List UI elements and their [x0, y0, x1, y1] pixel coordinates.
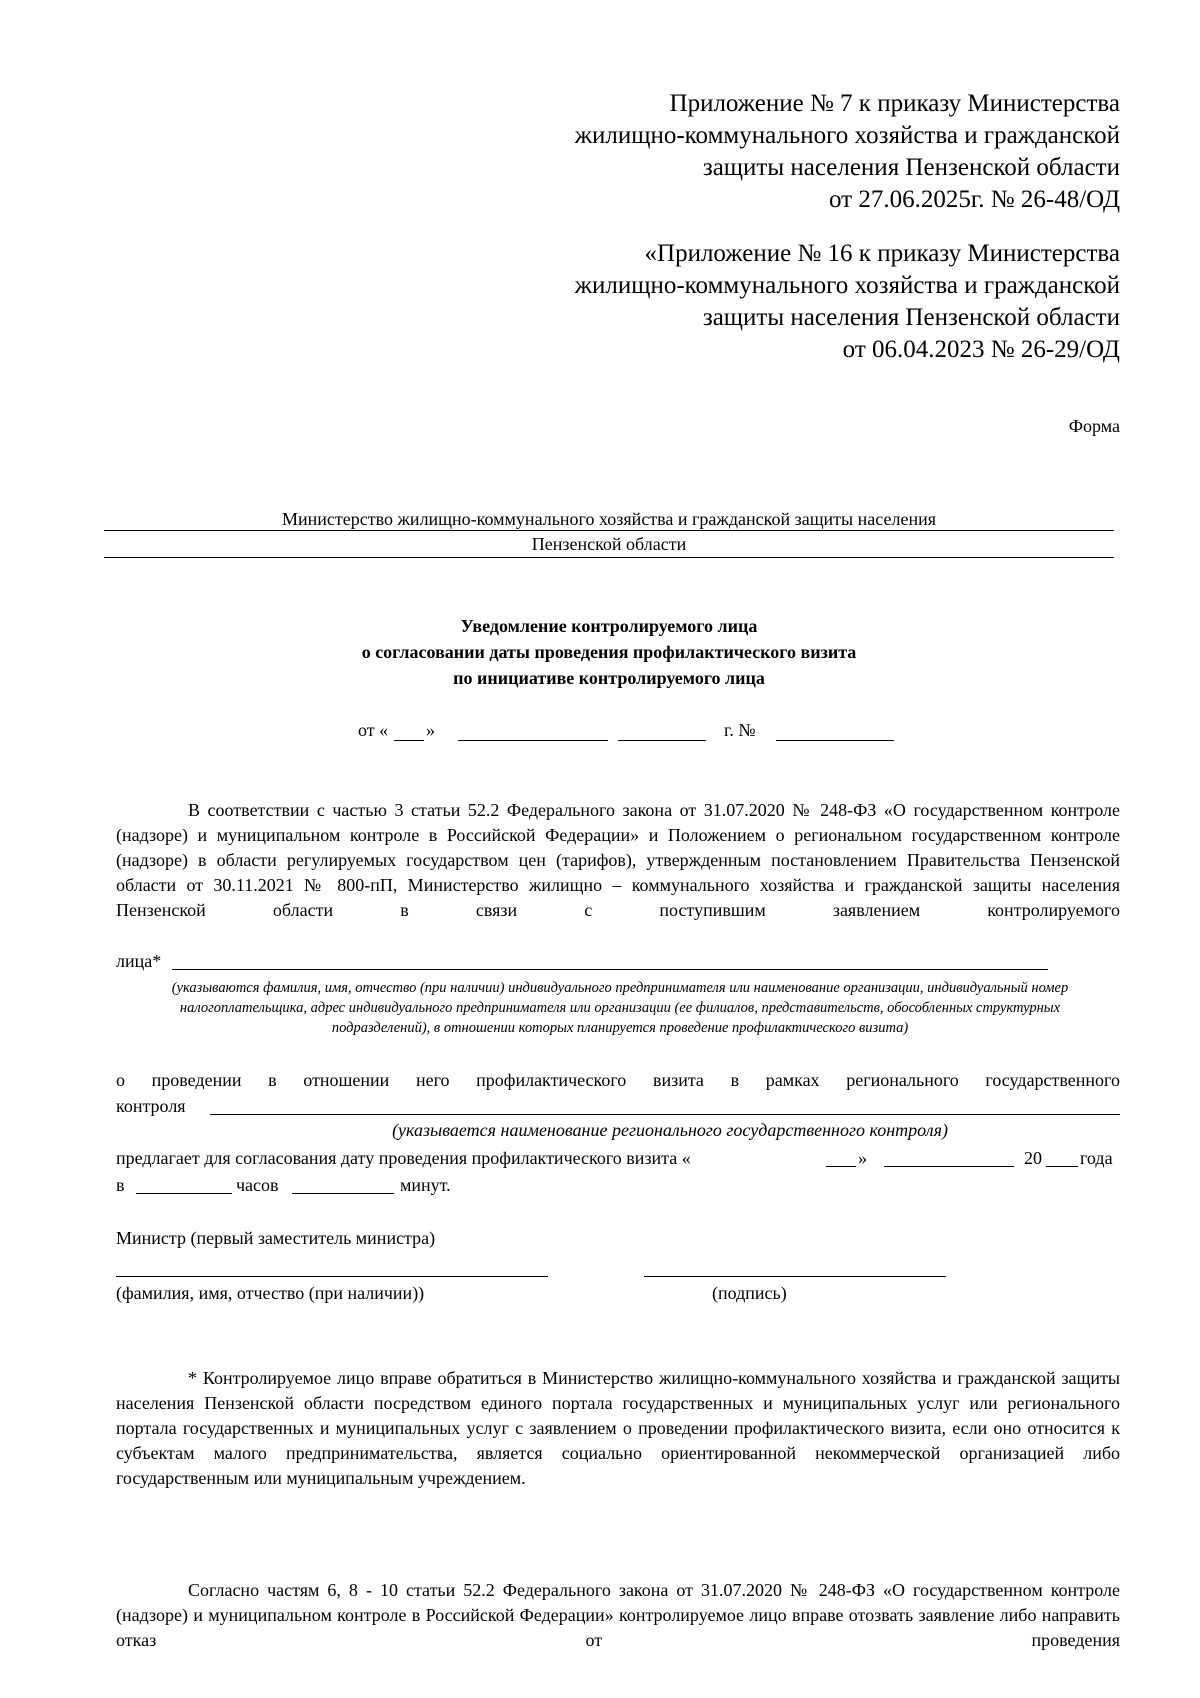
- document-title: [104, 613, 1114, 691]
- title-line-2: о согласовании даты проведения профилактического визита: [361, 642, 857, 662]
- organization-line-1: Министерство жилищно-коммунального хозяйства и гражданской защиты населения: [104, 508, 1114, 531]
- appendix-1-line-4: от 27.06.2025г. № 26-48/ОД: [828, 186, 1120, 213]
- control-note: (указывается наименование регионального государственного контроля): [392, 1120, 948, 1140]
- applicant-field[interactable]: [172, 969, 1048, 970]
- date-close-quote: »: [426, 720, 435, 740]
- organization-underline: [104, 557, 1114, 558]
- signature-caption: (подпись): [712, 1283, 787, 1303]
- at-label: в: [116, 1175, 125, 1195]
- number-label: г. №: [724, 720, 756, 740]
- month-field[interactable]: [458, 740, 608, 741]
- hours-label: часов: [236, 1175, 279, 1195]
- minutes-field[interactable]: [292, 1193, 394, 1194]
- paragraph-withdrawal: Согласно частям 6, 8 - 10 статьи 52.2 Федерального закона от 31.07.2020 № 248-ФЗ «О государственном контроле (надзоре) и муниципальном контроле в Российской Федерации» контролируемое лицо вправе отозвать заявление либо направить отказ от проведения: [116, 1580, 1120, 1650]
- appendix-2-line-1: «Приложение № 16 к приказу Министерства: [644, 240, 1120, 267]
- name-caption: (фамилия, имя, отчество (при наличии)): [116, 1283, 425, 1303]
- appendix-2-line-4: от 06.04.2023 № 26-29/ОД: [842, 336, 1120, 363]
- propose-text: предлагает для согласования дату проведения профилактического визита «: [116, 1148, 691, 1168]
- applicant-label: лица*: [116, 951, 162, 971]
- applicant-note: (указываются фамилия, имя, отчество (при наличии) индивидуального предпринимателя или наименование организации, индивидуальный номер налогоплательщика, адрес индивидуального предпринимателя или организации (ее филиалов, представительств, обособленных структурных подразделений), в отношении которых планируется проведение профилактического визита): [171, 980, 1069, 1036]
- date-number-row: [104, 715, 1114, 745]
- footnote: * Контролируемое лицо вправе обратиться в Министерство жилищно-коммунального хозяйства и гражданской защиты населения Пензенской области посредством единого портала государственных и муниципальных услуг или регионального портала государственных и муниципальных услуг с заявлением о проведении профилактического визита, если оно относится к субъектам малого предпринимательства, является социально ориентированной некоммерческой организацией либо государственным или муниципальным учреждением.: [116, 1368, 1120, 1488]
- control-field[interactable]: [210, 1114, 1120, 1115]
- date-from-label: от «: [358, 720, 389, 740]
- title-line-3: по инициативе контролируемого лица: [453, 668, 765, 688]
- hours-field[interactable]: [136, 1193, 232, 1194]
- paragraph-legal-basis: В соответствии с частью 3 статьи 52.2 Федерального закона от 31.07.2020 № 248-ФЗ «О государственном контроле (надзоре) и муниципальном контроле в Российской Федерации» и Положением о региональном государственном контроле (надзоре) в области регулируемых государством цен (тарифов), утвержденным постановлением Правительства Пензенской области от 30.11.2021 № 800-пП, Министерство жилищно – коммунального хозяйства и гражданской защиты населения Пензенской области в связи с поступившим заявлением контролируемого: [116, 800, 1120, 920]
- day-field[interactable]: [394, 740, 424, 741]
- year-suffix: года: [1080, 1148, 1113, 1168]
- appendix-1-line-1: Приложение № 7 к приказу Министерства: [669, 90, 1120, 117]
- propose-day-field[interactable]: [826, 1166, 856, 1167]
- applicant-row: [116, 948, 1120, 974]
- organization-line-2: Пензенской области: [531, 534, 687, 554]
- propose-close-quote: »: [858, 1148, 867, 1168]
- propose-row: [116, 1145, 1120, 1171]
- signatory-name-field[interactable]: [116, 1276, 548, 1277]
- propose-year-field[interactable]: [1046, 1166, 1078, 1167]
- year-prefix: 20: [1024, 1148, 1042, 1168]
- signature-field[interactable]: [644, 1276, 946, 1277]
- control-label: контроля: [116, 1096, 186, 1116]
- year-field[interactable]: [618, 740, 706, 741]
- appendix-1-line-3: защиты населения Пензенской области: [702, 154, 1120, 181]
- appendix-2-line-3: защиты населения Пензенской области: [702, 304, 1120, 331]
- document-number-field[interactable]: [776, 740, 894, 741]
- time-row: [116, 1172, 1120, 1198]
- title-line-1: Уведомление контролируемого лица: [460, 616, 758, 636]
- minutes-label: минут.: [400, 1175, 451, 1195]
- appendix-header-2: [480, 238, 1120, 366]
- appendix-header-1: [480, 88, 1120, 216]
- signatory-position: Министр (первый заместитель министра): [116, 1228, 436, 1248]
- propose-month-field[interactable]: [884, 1166, 1014, 1167]
- appendix-1-line-2: жилищно-коммунального хозяйства и гражданской: [574, 122, 1120, 149]
- control-row: [116, 1093, 1120, 1119]
- appendix-2-line-2: жилищно-коммунального хозяйства и гражданской: [574, 272, 1120, 299]
- paragraph-visit: о проведении в отношении него профилактического визита в рамках регионального государственного: [116, 1070, 1120, 1090]
- form-label: Форма: [1068, 416, 1120, 436]
